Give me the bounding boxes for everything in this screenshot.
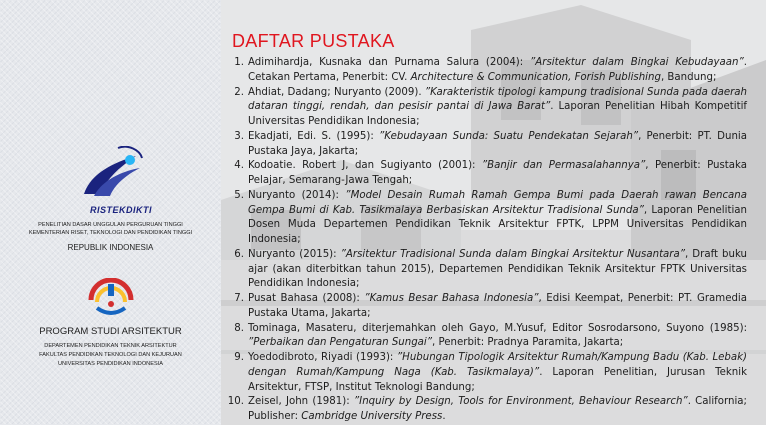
reference-text: Architecture & Communication, Forish Publishing — [410, 71, 661, 83]
reference-text: . California; Publisher: — [248, 396, 747, 422]
reference-text: , Laporan Penelitian Dosen Muda Departemen Pendidikan Teknik Arsitektur FPTK, LPPM Universitas Pendidikan Indonesia; — [248, 204, 747, 245]
ristekdikti-logo-icon — [78, 146, 148, 206]
reference-text: ”Hubungan Tipologik Arsitektur Rumah/Kampung Badu (Kab. Lebak) dengan Rumah/Kampung Naga (Kab. Tasikmalaya)” — [248, 352, 747, 378]
reference-text: . Laporan Penelitian, Jurusan Teknik Arsitektur, FTSP, Institut Teknologi Bandung; — [248, 366, 747, 393]
university-logo-icon — [87, 278, 135, 322]
reference-item — [226, 86, 747, 130]
reference-item — [226, 395, 747, 425]
reference-text: . — [442, 411, 446, 422]
reference-item — [226, 189, 747, 248]
reference-text: , Penerbit: PT. Dunia Pustaka Jaya, Jakarta; — [248, 130, 747, 157]
reference-text: ”Arsitektur dalam Bingkai Kebudayaan” — [530, 57, 744, 68]
reference-item — [226, 248, 747, 292]
reference-text: Ahdiat, Dadang; Nuryanto (2009). — [248, 86, 425, 98]
reference-item — [226, 56, 747, 86]
page-title: DAFTAR PUSTAKA — [232, 31, 395, 51]
reference-text: Nuryanto (2014): — [248, 189, 346, 201]
reference-number: 9. — [234, 352, 244, 363]
reference-text: ”Arsitektur Tradisional Sunda dalam Bingkai Arsitektur Nusantara” — [340, 248, 686, 260]
reference-text: ”Kamus Besar Bahasa Indonesia” — [364, 293, 539, 304]
reference-text: Ekadjati, Edi. S. (1995): — [248, 130, 380, 142]
reference-text: , Bandung; — [660, 71, 717, 83]
reference-list — [226, 56, 747, 425]
faculty-name: FAKULTAS PENDIDIKAN TEKNOLOGI DAN KEJURUAN — [39, 352, 182, 358]
reference-text: ”Karakteristik tipologi kampung tradisional Sunda pada daerah dataran tinggi, rendah, dan pesisir pantai di Jawa Barat” — [248, 86, 747, 113]
university-name: UNIVERSITAS PENDIDIKAN INDONESIA — [58, 361, 163, 367]
reference-text: Adimihardja, Kusnaka dan Purnama Salura (2004): — [248, 57, 531, 68]
reference-text: Cambridge University Press — [301, 411, 443, 422]
research-line: PENELITIAN DASAR UNGGULAN PERGURUAN TINGGI — [38, 222, 183, 228]
reference-item — [226, 351, 747, 395]
reference-text: Pusat Bahasa (2008): — [248, 293, 365, 304]
program-name: PROGRAM STUDI ARSITEKTUR — [39, 326, 182, 337]
reference-text: Nuryanto (2015): — [248, 248, 341, 260]
reference-number: 7. — [234, 293, 244, 304]
reference-number: 10. — [227, 396, 244, 408]
reference-text: Tominaga, Masateru, diterjemahkan oleh Gayo, M.Yusuf, Editor Sosrodarsono, Suyono (1985): — [248, 322, 747, 334]
reference-number: 5. — [234, 189, 244, 201]
reference-number: 2. — [234, 86, 244, 98]
reference-text: ”Kebudayaan Sunda: Suatu Pendekatan Sejarah” — [379, 130, 639, 142]
reference-text: ”Model Desain Rumah Ramah Gempa Bumi pada Daerah rawan Bencana Gempa Bumi di Kab. Tasikmalaya Berbasiskan Arsitektur Tradisional Sunda” — [248, 189, 747, 216]
reference-item — [226, 159, 747, 189]
reference-text: ”Banjir dan Permasalahannya” — [481, 160, 646, 172]
reference-text: Kodoatie. Robert J, dan Sugiyanto (2001): — [248, 160, 482, 172]
republic-line: REPUBLIK INDONESIA — [67, 243, 154, 252]
ristekdikti-logo-text: RISTEKDIKTI — [90, 205, 153, 215]
reference-text: ”Perbaikan dan Pengaturan Sungai” — [248, 337, 433, 349]
reference-number: 4. — [234, 160, 244, 172]
reference-item — [226, 130, 747, 160]
reference-text: Zeisel, John (1981): — [248, 396, 354, 408]
reference-text: . Laporan Penelitian Hibah Kompetitif Universitas Pendidikan Indonesia; — [248, 101, 747, 127]
reference-number: 1. — [234, 57, 244, 68]
reference-text: ”Inquiry by Design, Tools for Environment, Behaviour Research” — [353, 396, 688, 408]
reference-text: Yoedodibroto, Riyadi (1993): — [248, 352, 397, 363]
reference-number: 6. — [234, 248, 244, 260]
reference-text: , Edisi Keempat, Penerbit: PT. Gramedia Pustaka Utama, Jakarta; — [248, 293, 747, 319]
reference-text: , Penerbit: Pustaka Pelajar, Semarang-Jawa Tengah; — [248, 160, 747, 186]
department-name: DEPARTEMEN PENDIDIKAN TEKNIK ARSITEKTUR — [44, 343, 177, 349]
reference-item — [226, 322, 747, 352]
reference-number: 8. — [234, 322, 244, 334]
reference-text: . Cetakan Pertama, Penerbit: CV. — [248, 57, 747, 83]
reference-item — [226, 292, 747, 322]
reference-text: , Draft buku ajar (akan diterbitkan tahun 2015), Departemen Pendidikan Teknik Arsitektur FPTK Universitas Pendidikan Indonesia; — [248, 248, 747, 290]
reference-text: , Penerbit: Pradnya Paramita, Jakarta; — [432, 337, 624, 349]
ministry-line: KEMENTERIAN RISET, TEKNOLOGI DAN PENDIDIKAN TINGGI — [28, 230, 193, 236]
reference-number: 3. — [234, 130, 244, 142]
